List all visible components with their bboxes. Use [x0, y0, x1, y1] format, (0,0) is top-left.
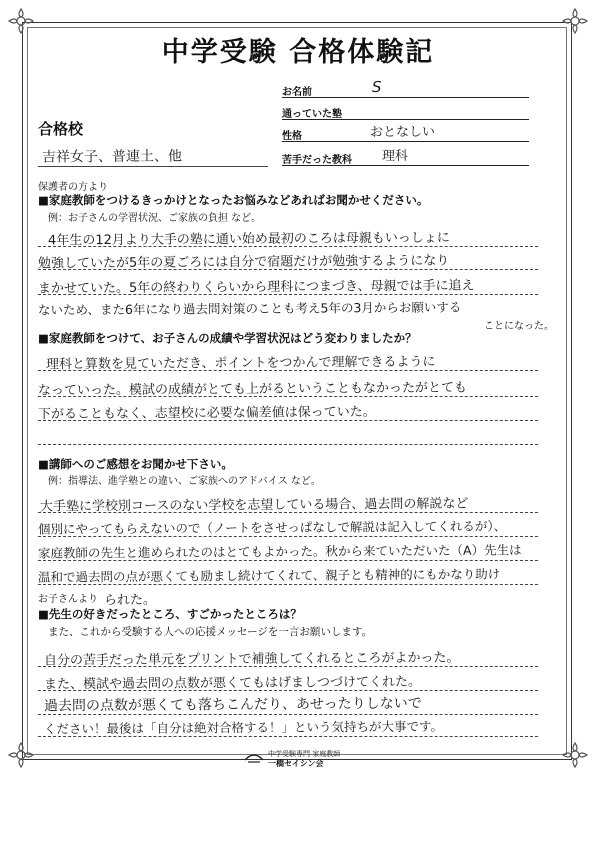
- answer-rule: [38, 560, 538, 561]
- school-underline: [38, 166, 268, 167]
- answer-1-line-4: ないため、また6年になり過去問対策のことも考え5年の3月からお願いする: [37, 299, 462, 318]
- answer-2-line-1: 理科と算数を見ていただき、ポイントをつかんで理解できるように: [45, 354, 436, 373]
- page-title: 中学受験 合格体験記: [161, 37, 435, 68]
- answer-3-line-5: られた。: [103, 592, 157, 609]
- answer-3-line-1: 大手塾に学校別コースのない学校を志望している場合、過去問の解説など: [39, 496, 469, 515]
- answer-rule: [38, 420, 538, 421]
- answer-2-line-3: 下がることもなく、志望校に必要な偏差値は保っていた。: [37, 404, 376, 423]
- question-2-heading: ■家庭教師をつけて、お子さんの成績や学習状況はどう変わりましたか？: [38, 331, 417, 345]
- answer-3-line-4: 温和で過去問の点が悪くても励まし続けてくれて、親子とも精神的にもかなり助け: [37, 566, 501, 585]
- answer-rule: [38, 246, 538, 247]
- answer-1-tail: ことになった。: [484, 321, 554, 332]
- flower-ornament-icon: [6, 740, 36, 770]
- answer-4-line-4: ください！最後は「自分は絶対合格する！」という気持ちが大事です。: [43, 718, 444, 737]
- child-label: お子さんより: [38, 594, 98, 605]
- answer-1-line-3: まかせていた。5年の終わりくらいから理科につまづき、母親では手に追え: [37, 278, 475, 297]
- weak-subject-label: 苦手だった教科: [282, 155, 352, 166]
- answer-3-line-3: 家庭教師の先生と進められたのはとてもよかった。秋から来ていただいた（A）先生は: [37, 542, 522, 561]
- answer-1-line-2: 勉強していたが5年の夏ごろには自分で宿題だけが勉強するようになり: [37, 253, 450, 272]
- answer-4-line-1: 自分の苦手だった単元をプリントで補強してくれるところがよかった。: [43, 650, 460, 669]
- personality-value: おとなしい: [369, 124, 436, 141]
- answer-rule: [38, 512, 538, 513]
- weak-subject-value: 理科: [381, 148, 409, 165]
- answer-2-line-2: なっていった。模試の成績がとても上がるということもなかったがとても: [37, 380, 468, 399]
- answer-3-line-2: 個別にやってもらえないので（ノートをさせっぱなしで解説は記入してくれるが）、: [37, 518, 507, 537]
- answer-rule: [38, 584, 538, 585]
- personality-underline: [282, 141, 529, 142]
- answer-rule: [38, 736, 538, 737]
- answer-1-line-1: 4年生の12月より大手の塾に通い始め最初のころは母親もいっしょに: [47, 230, 450, 249]
- juku-underline: [282, 119, 529, 120]
- flower-ornament-icon: [560, 740, 590, 770]
- weak-subject-underline: [282, 165, 529, 166]
- school-label: 合格校: [38, 120, 84, 138]
- guardian-label: 保護者の方より: [38, 182, 108, 193]
- question-3-heading: ■講師へのご感想をお聞かせ下さい。: [38, 457, 233, 471]
- question-1-example: 例：お子さんの学習状況、ご家族の負担 など。: [48, 213, 262, 224]
- school-value: 吉祥女子、普連土、他: [41, 148, 183, 166]
- answer-4-line-2: また、模試や過去問の点数が悪くてもはげましつづけてくれた。: [43, 674, 422, 693]
- question-1-heading: ■家庭教師をつけるきっかけとなったお悩みなどあればお聞かせください。: [38, 193, 429, 207]
- answer-rule: [38, 690, 538, 691]
- name-underline: [282, 97, 529, 98]
- personality-label: 性格: [282, 131, 302, 142]
- answer-rule: [38, 536, 538, 537]
- answer-rule: [38, 714, 538, 715]
- question-4-subheading: また、これから受験する人への応援メッセージを一言お願いします。: [48, 626, 373, 638]
- name-value: S: [371, 77, 382, 97]
- juku-label: 通っていた塾: [282, 109, 342, 120]
- answer-rule: [38, 444, 538, 445]
- answer-rule: [38, 666, 538, 667]
- question-3-example: 例：指導法、進学塾との違い、ご家族へのアドバイス など。: [48, 476, 321, 487]
- question-4-heading: ■先生の好きだったところ、すごかったところは？: [38, 607, 302, 621]
- name-label: お名前: [282, 87, 312, 98]
- answer-rule: [38, 294, 538, 295]
- answer-rule: [38, 269, 538, 270]
- answer-rule: [38, 370, 538, 371]
- logo-icon: [244, 748, 264, 764]
- footer-brand: 一橋セイシン会: [268, 759, 324, 768]
- footer-tagline: 中学受験専門 家庭教師: [268, 750, 341, 758]
- answer-rule: [38, 396, 538, 397]
- answer-4-line-3: 過去問の点数が悪くても落ちこんだり、あせったりしないで: [43, 695, 422, 715]
